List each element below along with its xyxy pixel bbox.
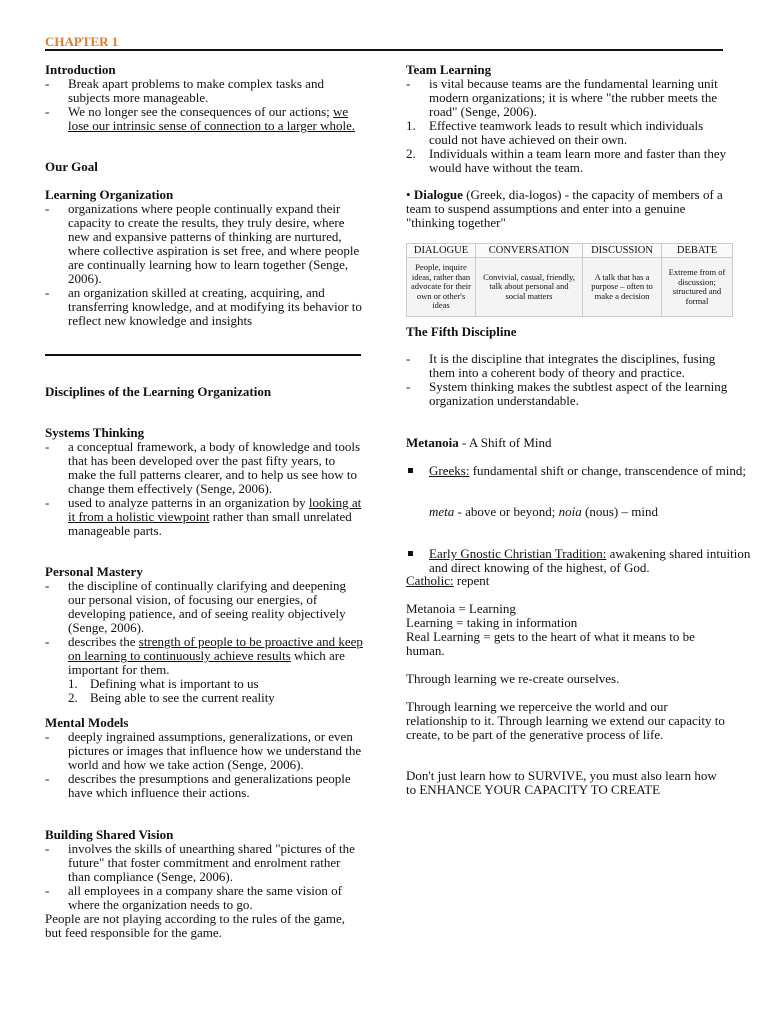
underlined-text: looking at it from a holistic viewpoint	[68, 495, 362, 524]
equation-line: Metanoia = Learning	[406, 601, 516, 616]
item-text: System thinking makes the subtlest aspect of the learning organization understandable.	[429, 379, 728, 408]
our-goal-heading: Our Goal	[45, 159, 98, 174]
fifth-discipline-section	[406, 325, 728, 408]
item-text: It is the discipline that integrates the disciplines, fusing them into a coherent body of theory and practice.	[429, 351, 716, 380]
mental-models-section	[45, 716, 363, 800]
item-text: all employees in a company share the same vision of where the organization needs to go.	[68, 883, 343, 912]
paragraph: Through learning we reperceive the world and our relationship to it. Through learning we extend our capacity to create, to be part of the generative process of life.	[406, 699, 725, 742]
paragraph: Don't just learn how to SURVIVE, you must also learn how to ENHANCE YOUR CAPACITY TO CREATE	[406, 768, 717, 797]
item-text: used to analyze patterns in an organization by	[68, 495, 309, 510]
list-item: - deeply ingrained assumptions, generalizations, or even pictures or images that influence how we understand the world and how we take action (Senge, 2006).	[45, 729, 362, 772]
table-cell: Extreme from of discussion; structured and formal	[662, 258, 733, 317]
item-text: describes the	[68, 634, 139, 649]
item-text: involves the skills of unearthing shared "pictures of the future" that foster commitment and enrolment rather than compliance (Senge, 2006).	[68, 841, 355, 884]
metanoia-heading	[406, 436, 728, 450]
item-text: Break apart problems to make complex tasks and subjects more manageable.	[68, 76, 324, 105]
list-item: - describes the presumptions and generalizations people have which influence their actions.	[45, 771, 351, 800]
square-bullet-icon	[408, 468, 413, 473]
item-text: Individuals within a team learn more and faster than they would have without the team.	[429, 146, 727, 175]
shared-vision-heading: Building Shared Vision	[45, 827, 174, 842]
list-item: - organizations where people continually expand their capacity to create the results, they truly desire, where new and expansive patterns of thinking are nurtured, where collective aspiration is set free, and where people are continually learning how to learn together (Senge, 2006).	[45, 201, 360, 286]
equation-line: Real Learning = gets to the heart of what it means to be human.	[406, 629, 695, 658]
bullet-greeks	[406, 464, 751, 478]
numbered-item: 1. Effective teamwork leads to result which individuals could not have achieved on their own.	[406, 118, 704, 147]
catholic-label: Catholic:	[406, 573, 454, 588]
item-text: Being able to see the current reality	[90, 690, 275, 705]
header-rule	[45, 49, 723, 51]
metanoia-text: - A Shift of Mind	[458, 435, 552, 450]
item-text: describes the presumptions and generalizations people have which influence their actions.	[68, 771, 351, 800]
meta-term: meta	[429, 504, 455, 519]
numbered-item: 2. Being able to see the current reality	[68, 690, 275, 705]
item-text: Effective teamwork leads to result which individuals could not have achieved on their own.	[429, 118, 704, 147]
item-text: the discipline of continually clarifying and deepening our personal vision, of focusing our energies, of developing patience, and of seeing reality objectively (Senge, 2006).	[68, 578, 346, 635]
table-header: CONVERSATION	[476, 244, 583, 258]
dialogue-text: (Greek, dia-logos) - the capacity of members of a team to suspend assumptions and enter into a genuine "thinking together"	[406, 187, 723, 230]
item-text: (nous) – mind	[581, 504, 658, 519]
underlined-text: strength of people to be proactive and keep on learning to continuously achieve results	[68, 634, 363, 663]
gnostic-label: Early Gnostic Christian Tradition:	[429, 546, 607, 561]
equation-line: Learning = taking in information	[406, 615, 578, 630]
list-item: - System thinking makes the subtlest aspect of the learning organization understandable.	[406, 379, 728, 408]
systems-thinking-section	[45, 426, 363, 538]
introduction-heading: Introduction	[45, 62, 116, 77]
table-row	[407, 258, 733, 317]
fifth-discipline-heading: The Fifth Discipline	[406, 324, 517, 339]
table-cell: People, inquire ideas, rather than advocate for their own or other's ideas	[407, 258, 476, 317]
table-cell: Convivial, casual, friendly, talk about personal and social matters	[476, 258, 583, 317]
greeks-label: Greeks:	[429, 463, 470, 478]
list-item: - a conceptual framework, a body of knowledge and tools that has been developed over the past fifty years, to make the full patterns clearer, and to help us see how to change them effectively (Senge, 2006).	[45, 439, 361, 496]
team-learning-section	[406, 63, 728, 175]
item-text: Defining what is important to us	[90, 676, 259, 691]
table-header: DISCUSSION	[583, 244, 662, 258]
section-rule	[45, 354, 361, 356]
list-item: - an organization skilled at creating, acquiring, and transferring knowledge, and at modifying its behavior to reflect new knowledge and insights	[45, 285, 362, 328]
bullet-icon: •	[406, 187, 411, 202]
mental-models-heading: Mental Models	[45, 715, 129, 730]
table-header: DEBATE	[662, 244, 733, 258]
systems-thinking-heading: Systems Thinking	[45, 425, 145, 440]
item-text: - above or beyond;	[454, 504, 559, 519]
list-item: - We no longer see the consequences of our actions; we lose our intrinsic sense of connection to a larger whole.	[45, 104, 356, 133]
item-text: organizations where people continually expand their capacity to create the results, they truly desire, where new and expansive patterns of thinking are nurtured, where collective aspiration is set free, and where people are continually learning how to learn together (Senge, 2006).	[68, 201, 360, 286]
item-text: is vital because teams are the fundamental learning unit modern organizations; it is where "the rubber meets the road" (Senge, 2006).	[429, 76, 718, 119]
personal-mastery-heading: Personal Mastery	[45, 564, 143, 579]
catholic-line	[406, 574, 728, 588]
dialogue-term: Dialogue	[413, 187, 463, 202]
numbered-item: 2. Individuals within a team learn more and faster than they would have without the team.	[406, 146, 727, 175]
paragraph: People are not playing according to the rules of the game, but feed responsible for the game.	[45, 911, 345, 940]
item-text: We no longer see the consequences of our actions;	[68, 104, 334, 119]
list-item: - is vital because teams are the fundamental learning unit modern organizations; it is where "the rubber meets the road" (Senge, 2006).	[406, 76, 718, 119]
list-item: - all employees in a company share the same vision of where the organization needs to go.	[45, 883, 343, 912]
item-text: an organization skilled at creating, acquiring, and transferring knowledge, and at modifying its behavior to reflect new knowledge and insights	[68, 285, 362, 328]
list-item: - describes the strength of people to be proactive and keep on learning to continuously achieve results which are important for them.	[45, 634, 363, 677]
team-learning-heading: Team Learning	[406, 62, 492, 77]
table-header-row	[407, 244, 733, 258]
item-text: fundamental shift or change, transcendence of mind;	[469, 463, 746, 478]
list-item: - Break apart problems to make complex tasks and subjects more manageable.	[45, 76, 324, 105]
paragraph: Through learning we re-create ourselves.	[406, 671, 620, 686]
table-header: DIALOGUE	[407, 244, 476, 258]
item-text: rather than small unrelated manageable parts.	[68, 509, 352, 538]
introduction-section	[45, 63, 363, 133]
learning-organization-section	[45, 188, 363, 328]
item-text: repent	[453, 573, 490, 588]
chapter-title: CHAPTER 1	[45, 34, 119, 49]
list-item: - used to analyze patterns in an organization by looking at it from a holistic viewpoint rather than small unrelated manageable parts.	[45, 495, 362, 538]
bullet-gnostic	[406, 547, 751, 575]
disciplines-heading: Disciplines of the Learning Organization	[45, 384, 272, 399]
shared-vision-section	[45, 828, 363, 940]
noia-term: noia	[558, 504, 582, 519]
item-text: which are important for them.	[68, 648, 345, 677]
metanoia-term: Metanoia	[406, 435, 459, 450]
square-bullet-icon	[408, 551, 413, 556]
numbered-item: 1. Defining what is important to us	[68, 676, 259, 691]
personal-mastery-section	[45, 565, 363, 705]
item-text: deeply ingrained assumptions, generalizations, or even pictures or images that influence how we understand the world and how we take action (Senge, 2006).	[68, 729, 362, 772]
list-item: - involves the skills of unearthing shared "pictures of the future" that foster commitment and enrolment rather than compliance (Senge, 2006).	[45, 841, 355, 884]
communication-types-table	[406, 243, 733, 317]
meta-noia-definition	[406, 505, 728, 519]
metanoia-equations	[406, 602, 728, 658]
underlined-text: we lose our intrinsic sense of connection to a larger whole.	[68, 104, 356, 133]
item-text: a conceptual framework, a body of knowledge and tools that has been developed over the past fifty years, to make the full patterns clearer, and to help us see how to change them effectively (Senge, 2006).	[68, 439, 361, 496]
learning-organization-heading: Learning Organization	[45, 187, 174, 202]
list-item: - the discipline of continually clarifying and deepening our personal vision, of focusing our energies, of developing patience, and of seeing reality objectively (Senge, 2006).	[45, 578, 346, 635]
dialogue-paragraph	[406, 188, 728, 230]
table-cell: A talk that has a purpose – often to make a decision	[583, 258, 662, 317]
list-item: - It is the discipline that integrates the disciplines, fusing them into a coherent body of theory and practice.	[406, 351, 716, 380]
item-text: awakening shared intuition and direct knowing of the highest, of God.	[429, 546, 751, 575]
